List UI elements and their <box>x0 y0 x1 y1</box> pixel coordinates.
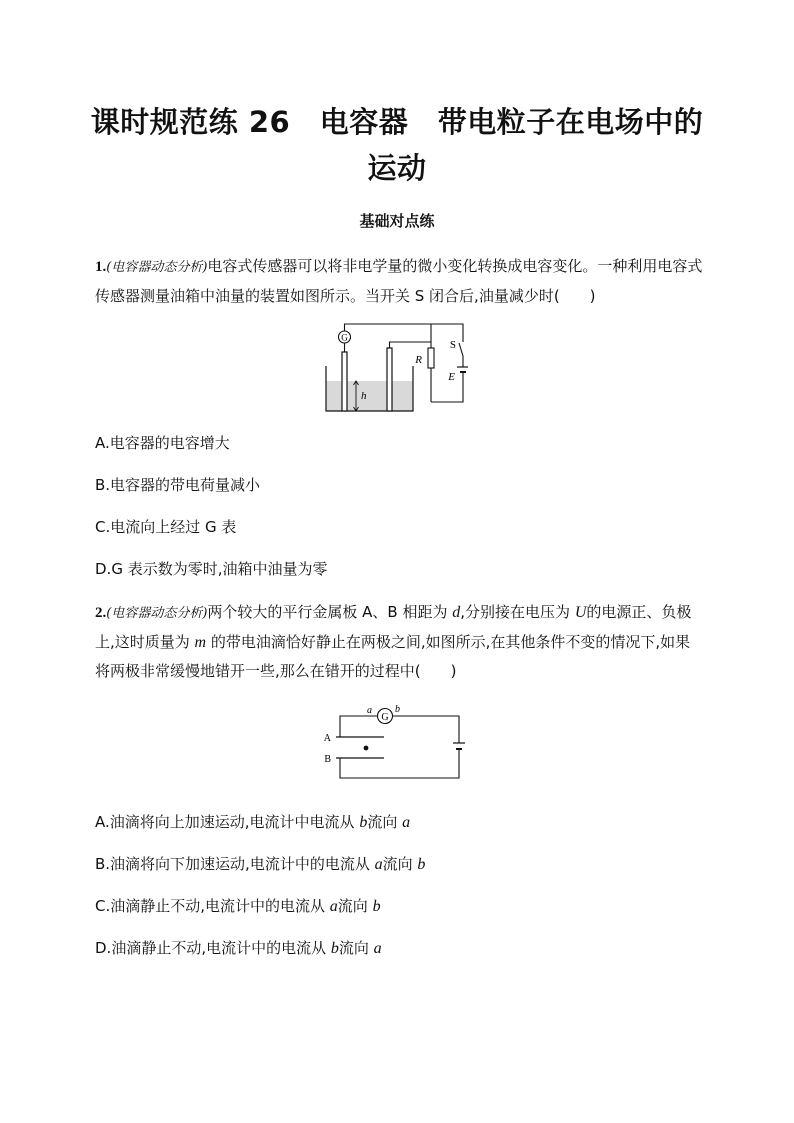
q2-option-b-mid: 流向 <box>382 855 418 873</box>
q2-option-a[interactable] <box>95 810 410 835</box>
q2-option-c-text: C.油滴静止不动,电流计中的电流从 <box>95 897 330 915</box>
q1-option-a[interactable]: A.电容器的电容增大 <box>95 434 230 452</box>
q2-option-a-text: A.油滴将向上加速运动,电流计中电流从 <box>95 813 360 831</box>
emf-label: E <box>448 371 455 383</box>
terminal-b-label: b <box>395 704 400 715</box>
oil-level <box>326 381 413 411</box>
q2-option-c[interactable] <box>95 894 381 919</box>
question-2-text-4: 的带电油滴恰好静止在两极之间,如图所示,在其他条件不变的情况下,如果将两极非常缓慢地错开一些,那么在错开的过程中( ) <box>95 633 691 680</box>
q2-option-a-var2: a <box>402 814 411 831</box>
q2-option-d-var1: b <box>330 940 339 957</box>
capacitor-plate-left <box>342 352 347 411</box>
q2-option-b[interactable] <box>95 852 425 877</box>
q2-option-d-mid: 流向 <box>338 939 374 957</box>
q2-option-d-text: D.油滴静止不动,电流计中的电流从 <box>95 939 331 957</box>
q1-option-d[interactable]: D.G 表示数为零时,油箱中油量为零 <box>95 560 328 578</box>
question-1-text: 电容式传感器可以将非电学量的微小变化转换成电容变化。一种利用电容式传感器测量油箱中油量的装置如图所示。当开关 S 闭合后,油量减少时( ) <box>95 257 703 305</box>
oil-tank-circuit-figure <box>318 318 468 418</box>
question-1-tag: (电容器动态分析) <box>106 260 208 275</box>
question-2-number: 2. <box>95 605 107 621</box>
q2-option-b-var2: b <box>417 856 426 873</box>
q2-option-c-mid: 流向 <box>337 897 373 915</box>
galvanometer-label: G <box>341 332 348 343</box>
section-heading: 基础对点练 <box>359 212 435 230</box>
switch-label: S <box>449 339 456 351</box>
q2-option-b-var1: a <box>374 856 383 873</box>
resistor-icon <box>428 348 434 368</box>
height-label: h <box>361 390 367 402</box>
q2-option-d[interactable] <box>95 936 382 961</box>
plate-a-label: A <box>323 733 331 744</box>
question-1-number: 1. <box>95 259 107 275</box>
parallel-plate-circuit-figure <box>322 700 468 782</box>
terminal-a-label: a <box>367 705 372 716</box>
plate-b-label: B <box>324 754 331 765</box>
resistor-label: R <box>415 354 422 366</box>
var-m: m <box>194 634 207 651</box>
q2-option-a-mid: 流向 <box>367 813 403 831</box>
q2-option-c-var1: a <box>329 898 338 915</box>
q2-option-a-var1: b <box>359 814 368 831</box>
q2-option-d-var2: a <box>373 940 382 957</box>
q1-option-c[interactable]: C.电流向上经过 G 表 <box>95 518 237 536</box>
q1-option-b[interactable]: B.电容器的带电荷量减小 <box>95 476 261 494</box>
var-d: d <box>452 604 461 621</box>
question-2-text-2: ,分别接在电压为 <box>460 603 575 621</box>
oil-droplet <box>364 746 369 751</box>
galvanometer-label: G <box>381 712 389 723</box>
question-1 <box>95 252 705 310</box>
page-title-line1: 课时规范练 26 电容器 带电粒子在电场中的 <box>90 105 704 139</box>
question-2 <box>95 598 705 685</box>
q2-option-c-var2: b <box>372 898 381 915</box>
q2-option-b-text: B.油滴将向下加速运动,电流计中的电流从 <box>95 855 375 873</box>
page-title-line2: 运动 <box>367 151 427 185</box>
var-u: U <box>574 604 587 621</box>
capacitor-plate-right <box>387 348 392 411</box>
question-2-tag: (电容器动态分析) <box>106 606 208 621</box>
question-2-text-3: 的电源正、负极上,这时质量为 <box>95 603 692 651</box>
question-2-text-1: 两个较大的平行金属板 A、B 相距为 <box>207 603 453 621</box>
